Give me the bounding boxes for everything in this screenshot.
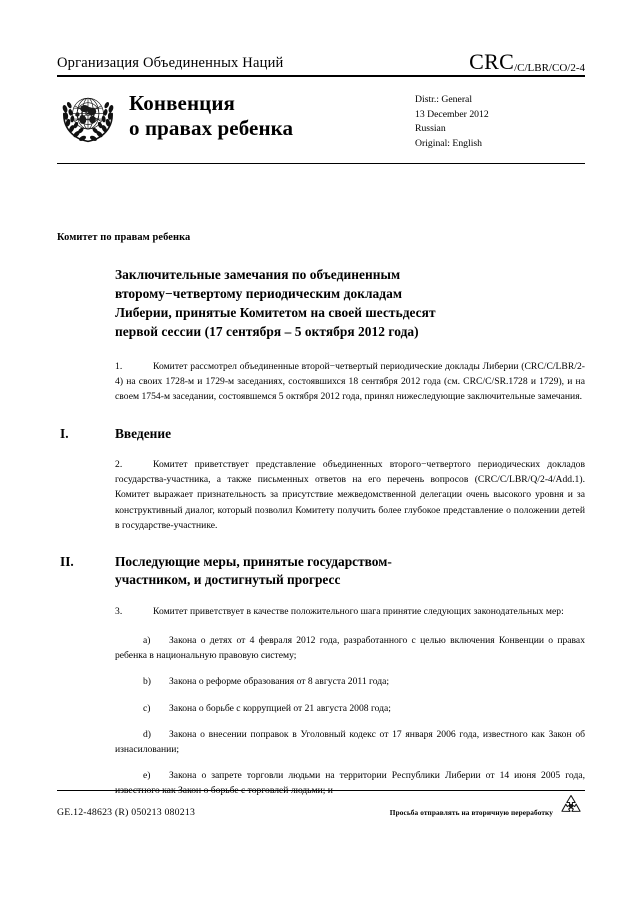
section-2-title-line-1: Последующие меры, принятые государством- xyxy=(115,553,392,569)
list-item-text: Закона о внесении поправок в Уголовный кодекс от 17 января 2006 года, известного как Закон об изнасиловании; xyxy=(115,728,585,755)
page-footer xyxy=(57,790,585,826)
list-item-text: Закона о запрете торговли людьми на территории Республики Либерии от 14 июня 2005 года, известного как Закон о борьбе с торговлей людьми; и xyxy=(115,769,585,797)
section-2-title xyxy=(115,553,585,590)
job-number: GE.12-48623 (R) 050213 080213 xyxy=(57,806,196,818)
document-language: Russian xyxy=(415,123,446,135)
masthead-top-row xyxy=(57,50,585,75)
paragraph-2 xyxy=(115,457,585,533)
list-item-text: Закона о реформе образования от 8 августа 2011 года; xyxy=(169,676,390,688)
organization-name: Организация Объединенных Наций xyxy=(57,55,284,72)
distribution-block xyxy=(415,83,585,152)
document-title xyxy=(115,265,585,341)
paragraph-2-number: 2. xyxy=(115,459,123,471)
section-heading-2 xyxy=(57,553,585,590)
document-symbol-suffix: /C/LBR/CO/2-4 xyxy=(514,62,585,74)
paragraph-3-number: 3. xyxy=(115,605,123,617)
original-language: Original: English xyxy=(415,138,482,150)
section-2-numeral: II. xyxy=(60,553,74,569)
list-item xyxy=(115,727,585,757)
masthead-body-row xyxy=(57,77,585,153)
convention-title-line-1: Конвенция xyxy=(129,91,236,115)
section-1-numeral: I. xyxy=(60,425,69,441)
emblem-cell xyxy=(57,83,127,145)
footer-row xyxy=(57,798,585,826)
list-item-letter: a) xyxy=(143,635,151,647)
document-title-line-3: Либерии, принятые Комитетом на своей шестьдесят xyxy=(115,305,436,321)
document-symbol-main: CRC xyxy=(469,49,515,74)
un-emblem-icon xyxy=(57,87,119,145)
paragraph-3 xyxy=(115,604,585,619)
paragraph-1-number: 1. xyxy=(115,361,123,373)
list-item-text: Закона о детях от 4 февраля 2012 года, разработанного с целью включения Конвенции о правах ребенка в национальную правовую систему; xyxy=(115,635,585,662)
document-title-line-4: первой сессии (17 сентября – 5 октября 2012 года) xyxy=(115,324,419,340)
document-title-line-1: Заключительные замечания по объединенным xyxy=(115,267,401,282)
paragraph-1-text: Комитет рассмотрел объединенные второй−четвертый периодические доклады Либерии (CRC/C/LBR/2-4) на своих 1728-м и 1729-м заседаниях, состоявшихся 18 сентября 2012 года (см. CRC/C/SR.1728 и 1729), и на своем 1754-м заседании, состоявшемся 5 октября 2012 года, принял нижеследующие заключительные замечания. xyxy=(115,361,585,403)
list-item xyxy=(115,701,585,716)
recycle-notice xyxy=(390,798,585,826)
paragraph-2-text: Комитет приветствует представление объединенных второго−четвертого периодических докладов государства-участника, а также письменных ответов на его перечень вопросов (CRC/C/LBR/Q/2-4/Add.1). Комитет выражает признательность за присутствие межведомственной делегации очень высокого уровня и за конструктивный диалог, который позволил Комитету получить более глубокое представление о положении детей в государстве-участнике. xyxy=(115,459,585,531)
recycle-text: Просьба отправлять на вторичную переработку xyxy=(389,807,553,817)
list-item-letter: b) xyxy=(143,676,151,688)
list-item xyxy=(115,633,585,663)
paragraph-1 xyxy=(115,359,585,404)
section-heading-1 xyxy=(57,425,585,444)
footer-rule xyxy=(57,790,585,791)
masthead-bottom-rule xyxy=(57,163,585,164)
masthead xyxy=(57,50,585,164)
convention-title-line-2: о правах ребенка xyxy=(129,115,294,140)
list-item-letter: e) xyxy=(143,769,151,781)
convention-title xyxy=(127,83,415,141)
recycle-icon xyxy=(557,792,585,820)
document-symbol xyxy=(469,51,585,73)
list-item-text: Закона о борьбе с коррупцией от 21 августа 2008 года; xyxy=(169,702,391,714)
paragraph-3-text: Комитет приветствует в качестве положительного шага принятие следующих законодательных мер: xyxy=(153,605,564,617)
distribution-type: Distr.: General xyxy=(415,94,473,105)
document-date: 13 December 2012 xyxy=(415,108,489,120)
committee-name: Комитет по правам ребенка xyxy=(57,232,191,243)
section-1-title: Введение xyxy=(115,425,172,441)
list-item xyxy=(115,674,585,689)
document-title-line-2: второму−четвертому периодическим докладам xyxy=(115,286,403,302)
document-content xyxy=(57,232,585,809)
list-item-letter: d) xyxy=(143,728,151,740)
list-item-letter: c) xyxy=(143,702,151,714)
section-2-title-line-2: участником, и достигнутый прогресс xyxy=(115,572,341,588)
